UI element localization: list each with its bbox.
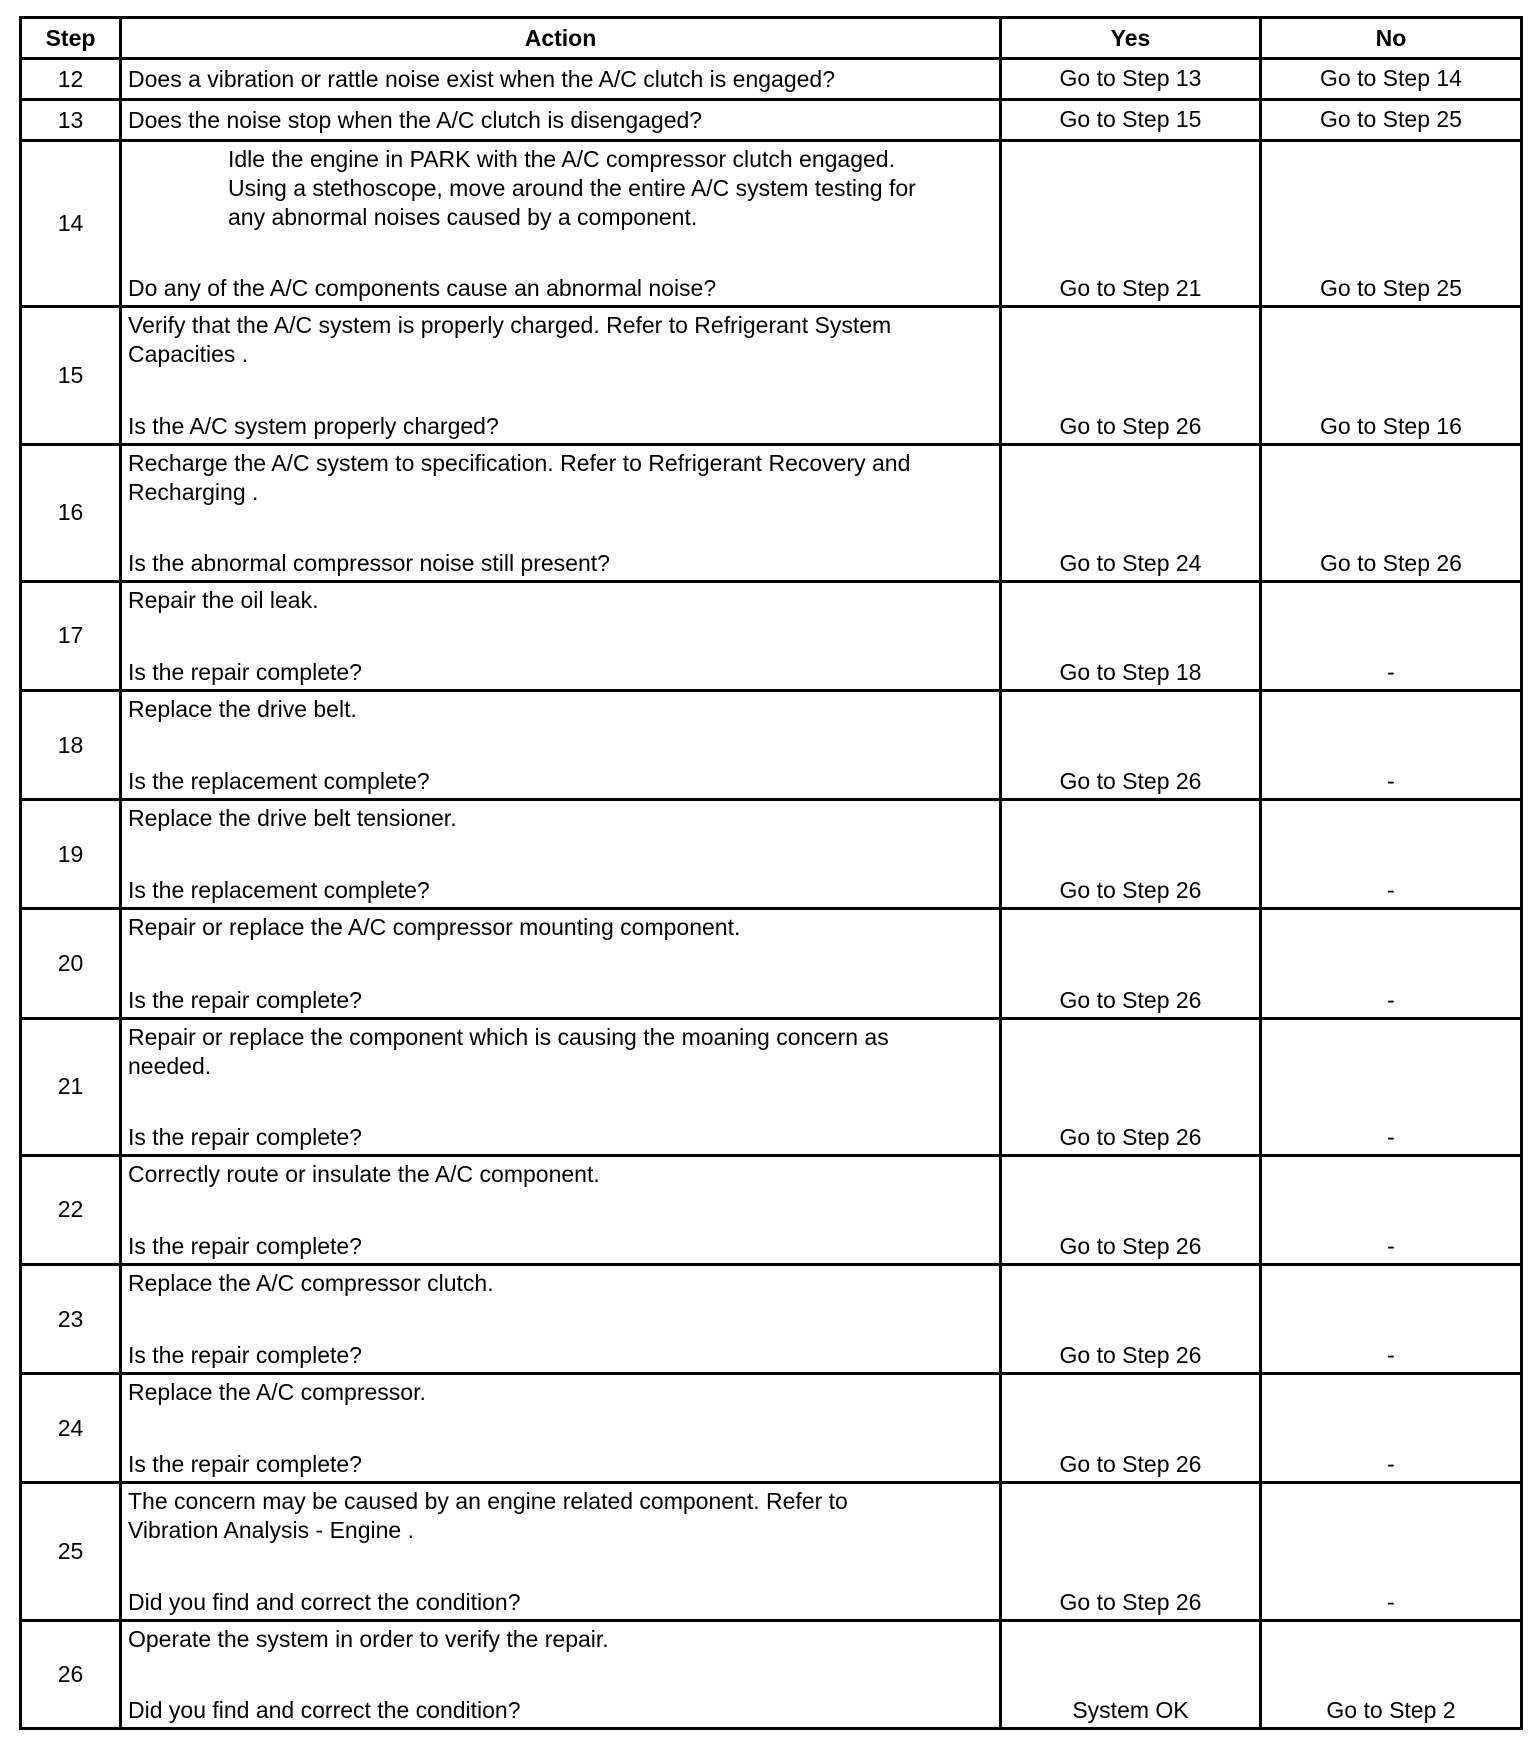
header-step: Step	[21, 18, 121, 59]
action-cell	[121, 909, 1001, 1018]
step-number: 22	[21, 1155, 121, 1264]
yes-result: Go to Step 26	[1001, 307, 1261, 444]
table-row	[21, 100, 1522, 141]
no-result: -	[1261, 1265, 1522, 1374]
question-text: Is the repair complete?	[128, 1451, 362, 1478]
action-cell	[121, 691, 1001, 800]
no-result: Go to Step 16	[1261, 307, 1522, 444]
question-text: Is the repair complete?	[128, 1233, 362, 1260]
action-cell	[121, 100, 1001, 141]
question-text: Is the repair complete?	[128, 986, 362, 1013]
step-number: 25	[21, 1483, 121, 1620]
table-row	[21, 444, 1522, 581]
action-cell	[121, 581, 1001, 690]
no-result: -	[1261, 909, 1522, 1018]
no-result: Go to Step 14	[1261, 59, 1522, 100]
question-text: Is the replacement complete?	[128, 877, 430, 904]
question-text: Did you find and correct the condition?	[128, 1697, 521, 1723]
table-row	[21, 1483, 1522, 1620]
table-row	[21, 581, 1522, 690]
step-number: 13	[21, 100, 121, 141]
yes-result: Go to Step 26	[1001, 1265, 1261, 1374]
table-row	[21, 141, 1522, 307]
question-text: Is the replacement complete?	[128, 768, 430, 795]
step-number: 19	[21, 800, 121, 909]
question-text: Does a vibration or rattle noise exist when the A/C clutch is engaged?	[128, 65, 836, 92]
question-text: Does the noise stop when the A/C clutch is disengaged?	[128, 106, 703, 133]
question-text: Is the repair complete?	[128, 1123, 362, 1150]
step-number: 16	[21, 444, 121, 581]
no-result: -	[1261, 800, 1522, 909]
yes-result: Go to Step 13	[1001, 59, 1261, 100]
question-text: Is the repair complete?	[128, 659, 362, 686]
step-number: 23	[21, 1265, 121, 1374]
question-text: Is the abnormal compressor noise still present?	[128, 549, 610, 576]
action-cell	[121, 1155, 1001, 1264]
step-number: 21	[21, 1018, 121, 1155]
table-row	[21, 307, 1522, 444]
yes-result: Go to Step 26	[1001, 1483, 1261, 1620]
action-cell	[121, 59, 1001, 100]
instruction-text: Repair the oil leak.	[128, 586, 319, 613]
question-text: Do any of the A/C components cause an abnormal noise?	[128, 275, 717, 302]
action-cell	[121, 141, 1001, 307]
instruction-text: Operate the system in order to verify the repair.	[128, 1625, 609, 1652]
step-number: 18	[21, 691, 121, 800]
action-cell	[121, 1265, 1001, 1374]
question-text: Is the repair complete?	[128, 1342, 362, 1369]
instruction-text: The concern may be caused by an engine related component. Refer to Vibration Analysis - Engine .	[128, 1488, 848, 1544]
step-number: 15	[21, 307, 121, 444]
table-row	[21, 59, 1522, 100]
no-result: -	[1261, 1155, 1522, 1264]
question-text: Did you find and correct the condition?	[128, 1588, 521, 1615]
table-row	[21, 1374, 1522, 1483]
action-cell	[121, 1374, 1001, 1483]
yes-result: Go to Step 24	[1001, 444, 1261, 581]
yes-result: Go to Step 26	[1001, 1155, 1261, 1264]
action-cell	[121, 1483, 1001, 1620]
step-number: 24	[21, 1374, 121, 1483]
instruction-text: Correctly route or insulate the A/C component.	[128, 1160, 600, 1187]
action-cell	[121, 1018, 1001, 1155]
table-row	[21, 1155, 1522, 1264]
instruction-text: Idle the engine in PARK with the A/C compressor clutch engaged. Using a stethoscope, move around the entire A/C system testing for any abnormal noises caused by a component.	[228, 146, 916, 231]
header-yes: Yes	[1001, 18, 1261, 59]
yes-result: Go to Step 26	[1001, 1374, 1261, 1483]
no-result: -	[1261, 1018, 1522, 1155]
instruction-text: Repair or replace the component which is causing the moaning concern as needed.	[128, 1023, 889, 1079]
no-result: Go to Step 2	[1261, 1620, 1522, 1728]
action-cell	[121, 1620, 1001, 1728]
no-result: -	[1261, 1483, 1522, 1620]
step-number: 20	[21, 909, 121, 1018]
yes-result: Go to Step 26	[1001, 1018, 1261, 1155]
instruction-text: Replace the drive belt tensioner.	[128, 805, 457, 832]
diagnostic-table	[19, 16, 1523, 1730]
no-result: Go to Step 25	[1261, 100, 1522, 141]
yes-result: Go to Step 26	[1001, 800, 1261, 909]
yes-result: System OK	[1001, 1620, 1261, 1728]
header-action: Action	[121, 18, 1001, 59]
step-number: 26	[21, 1620, 121, 1728]
yes-result: Go to Step 18	[1001, 581, 1261, 690]
no-result: Go to Step 26	[1261, 444, 1522, 581]
step-number: 17	[21, 581, 121, 690]
no-result: -	[1261, 691, 1522, 800]
table-row	[21, 1265, 1522, 1374]
table-row	[21, 909, 1522, 1018]
question-text: Is the A/C system properly charged?	[128, 412, 499, 439]
no-result: Go to Step 25	[1261, 141, 1522, 307]
yes-result: Go to Step 26	[1001, 691, 1261, 800]
action-cell	[121, 444, 1001, 581]
table-row	[21, 691, 1522, 800]
instruction-text: Verify that the A/C system is properly charged. Refer to Refrigerant System Capacities .	[128, 312, 892, 368]
action-cell	[121, 800, 1001, 909]
instruction-text: Recharge the A/C system to specification. Refer to Refrigerant Recovery and Recharging .	[128, 449, 911, 505]
instruction-text: Repair or replace the A/C compressor mounting component.	[128, 914, 741, 941]
table-row	[21, 1620, 1522, 1728]
yes-result: Go to Step 15	[1001, 100, 1261, 141]
header-no: No	[1261, 18, 1522, 59]
yes-result: Go to Step 26	[1001, 909, 1261, 1018]
instruction-text: Replace the A/C compressor clutch.	[128, 1270, 494, 1297]
step-number: 12	[21, 59, 121, 100]
no-result: -	[1261, 581, 1522, 690]
table-row	[21, 1018, 1522, 1155]
table-row	[21, 800, 1522, 909]
instruction-text: Replace the A/C compressor.	[128, 1379, 426, 1406]
no-result: -	[1261, 1374, 1522, 1483]
step-number: 14	[21, 141, 121, 307]
header-row	[21, 18, 1522, 59]
yes-result: Go to Step 21	[1001, 141, 1261, 307]
instruction-text: Replace the drive belt.	[128, 696, 357, 723]
action-cell	[121, 307, 1001, 444]
